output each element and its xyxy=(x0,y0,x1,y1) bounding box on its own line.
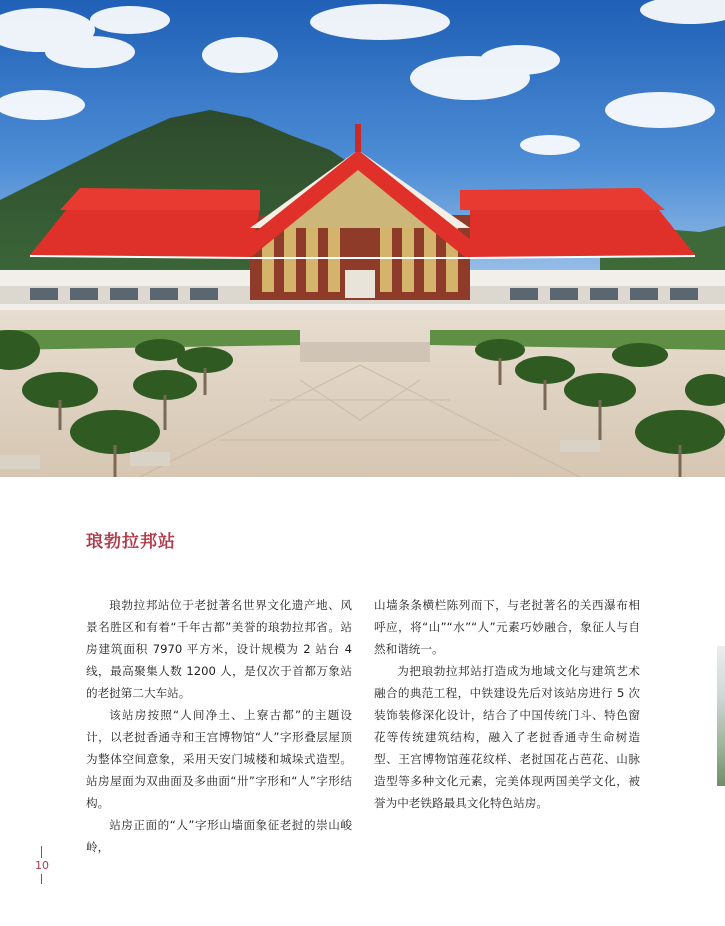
text-column-right xyxy=(374,594,640,814)
paragraph: 站房正面的“人”字形山墙面象征老挝的崇山峻岭， xyxy=(86,818,352,854)
article-title: 琅勃拉邦站 xyxy=(86,532,176,552)
paragraph: 琅勃拉邦站位于老挝著名世界文化遗产地、风景名胜区和有着“千年古都”美誉的琅勃拉邦省。站房建筑面积 7970 平方米，设计规模为 2 站台 4 线，最高聚集人数 1200 人，是仅次于首都万象站的老挝第二大车站。 xyxy=(86,598,352,700)
folio-rule-top xyxy=(41,846,42,858)
paragraph: 该站房按照“人间净土、上寮古都”的主题设计，以老挝香通寺和王宫博物馆“人”字形叠层屋顶为整体空间意象，采用天安门城楼和城垛式造型。站房屋面为双曲面及多曲面“卅”字形和“人”字形结构。 xyxy=(86,708,352,810)
paragraph: 为把琅勃拉邦站打造成为地域文化与建筑艺术融合的典范工程，中铁建设先后对该站房进行 5 次装饰装修深化设计，结合了中国传统门斗、特色窗花等传统建筑结构，融入了老挝香通寺生命树造型、王宫博物馆莲花纹样、老挝国花占芭花、山脉造型等多种文化元素，完美体现两国美学文化，被誉为中老铁路最具文化特色站房。 xyxy=(374,664,640,810)
text-column-left xyxy=(86,594,352,858)
paragraph-continued: 山墙条条横栏陈列而下，与老挝著名的关西瀑布相呼应，将“山”“水”“人”元素巧妙融合，象征人与自然和谐统一。 xyxy=(374,598,640,656)
page-folio xyxy=(34,846,50,884)
page-number: 10 xyxy=(35,859,49,872)
adjacent-page-photo-edge xyxy=(717,646,725,786)
folio-rule-bottom xyxy=(41,874,42,884)
